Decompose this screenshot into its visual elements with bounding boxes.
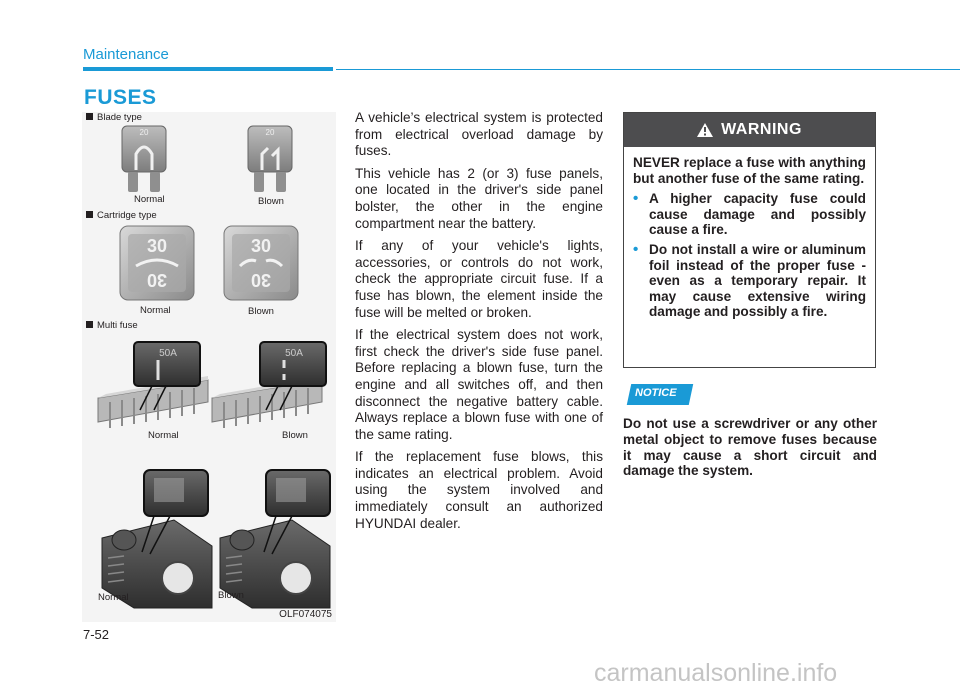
- fusebox-normal-label: Normal: [98, 592, 129, 603]
- fuse-types-figure: [82, 112, 336, 622]
- square-bullet-icon: [86, 321, 93, 328]
- header-rule-thin: [336, 69, 960, 70]
- warning-bullet: • A higher capacity fuse could cause damage and possibly cause a fire.: [633, 191, 866, 238]
- cartridge-fuse-blown: [224, 226, 298, 300]
- paragraph: This vehicle has 2 (or 3) fuse panels, one located in the driver's side panel bolster, the other in the engine compartment near the battery.: [355, 165, 603, 231]
- blade-type-label: Blade type: [86, 112, 142, 123]
- svg-text:30: 30: [250, 236, 272, 256]
- page-title: FUSES: [84, 86, 157, 109]
- body-text: [355, 110, 603, 538]
- cartridge-type-label: Cartridge type: [86, 210, 157, 221]
- section-title: Maintenance: [83, 46, 169, 63]
- warning-list: [633, 191, 866, 320]
- blade-blown-label: Blown: [258, 196, 284, 207]
- warning-triangle-icon: [697, 123, 713, 137]
- watermark: carmanualsonline.info: [594, 659, 838, 687]
- multi-fuse-label: Multi fuse: [86, 320, 138, 331]
- paragraph: If the electrical system does not work, first check the driver's side fuse panel. Before replacing a blown fuse, turn the engine and all switches off, and then disconnect the negative battery cable. Always replace a blown fuse with one of the same rating.: [355, 327, 603, 442]
- cartridge-blown-label: Blown: [248, 306, 274, 317]
- cartridge-normal-label: Normal: [140, 305, 171, 316]
- svg-text:20: 20: [265, 128, 275, 137]
- fuse-box-normal: [102, 470, 212, 608]
- page-number: 7-52: [83, 627, 110, 642]
- warning-title: WARNING: [721, 121, 802, 138]
- notice-label: NOTICE: [635, 387, 677, 399]
- paragraph: If any of your vehicle's lights, accessories, or controls do not work, check the appropriate circuit fuse. If a fuse has blown, the element inside the fuse will be melted or broken.: [355, 238, 603, 320]
- multi-blown-label: Blown: [282, 430, 308, 441]
- svg-text:30: 30: [250, 270, 272, 290]
- square-bullet-icon: [86, 211, 93, 218]
- svg-text:50A: 50A: [159, 348, 177, 359]
- paragraph: A vehicle’s electrical system is protected from electrical overload damage by fuses.: [355, 110, 603, 159]
- fuse-box-blown: [220, 470, 330, 608]
- warning-bullet: • Do not install a wire or aluminum foil instead of the proper fuse - even as a temporary repair. It may cause extensive wiring damage and possibly a fire.: [633, 242, 866, 320]
- multi-normal-label: Normal: [148, 430, 179, 441]
- paragraph: If the replacement fuse blows, this indicates an electrical problem. Avoid using the system involved and immediately consult an authorized HYUNDAI dealer.: [355, 449, 603, 531]
- blade-normal-label: Normal: [134, 194, 165, 205]
- header-rule-thick: [83, 67, 333, 71]
- blade-fuse-normal: [122, 126, 166, 192]
- svg-text:30: 30: [146, 236, 168, 256]
- fusebox-blown-label: Blown: [218, 590, 244, 601]
- warning-body: [624, 147, 875, 320]
- figure-code: OLF074075: [279, 609, 332, 620]
- svg-text:30: 30: [146, 270, 168, 290]
- svg-text:50A: 50A: [285, 348, 303, 359]
- fuse-illustration: [82, 112, 336, 622]
- notice-text: Do not use a screwdriver or any other metal object to remove fuses because it may cause a short circuit and damage the system.: [623, 416, 877, 479]
- multi-fuse-blown: [212, 342, 326, 428]
- warning-box: [623, 112, 876, 368]
- warning-intro: NEVER replace a fuse with anything but another fuse of the same rating.: [633, 155, 866, 186]
- blade-fuse-blown: [248, 126, 292, 192]
- square-bullet-icon: [86, 113, 93, 120]
- warning-header: [624, 113, 875, 147]
- svg-text:20: 20: [139, 128, 149, 137]
- multi-fuse-normal: [98, 342, 208, 428]
- cartridge-fuse-normal: [120, 226, 194, 300]
